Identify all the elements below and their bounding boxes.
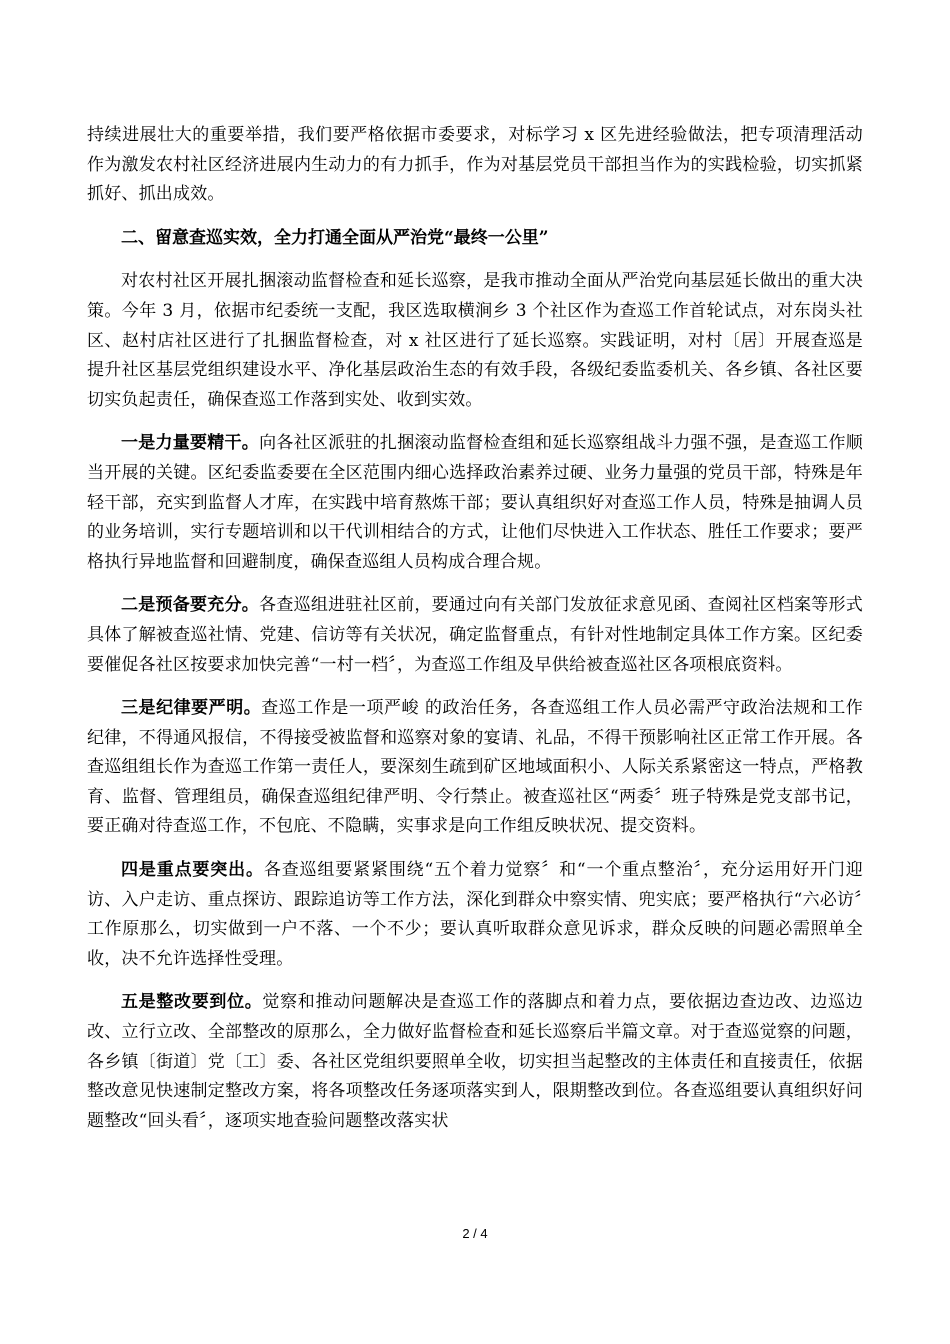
document-body <box>87 121 863 1150</box>
paragraph-text: 持续进展壮大的重要举措，我们要严格依据市委要求，对标学习 x 区先进经验做法，把专项清理活动作为激发农村社区经济进展内生动力的有力抓手，作为对基层党员干部担当作为的实践检验，切实抓紧抓好、抓出成效。 <box>87 125 863 205</box>
paragraph-lead: 五是整改要到位。 <box>121 992 263 1013</box>
paragraph-text: 各查巡组进驻社区前，要通过向有关部门发放征求意见函、查阅社区档案等形式具体了解被查巡社情、党建、信访等有关状况，确定监督重点，有针对性地制定具体工作方案。区纪委要催促各社区按要求加快完善“一村一档〞，为查巡工作组及早供给被查巡社区各项根底资料。 <box>87 595 863 675</box>
paragraph-point-3 <box>87 694 863 842</box>
paragraph-continuation <box>87 121 863 210</box>
paragraph-intro <box>87 267 863 415</box>
paragraph-text: 对农村社区开展扎捆滚动监督检查和延长巡察，是我市推动全面从严治党向基层延长做出的重大决策。今年 3 月，依据市纪委统一支配，我区选取横涧乡 3 个社区作为查巡工作首轮试点，对东岗头社区、赵村店社区进行了扎捆监督检查，对 x 社区进行了延长巡察。实践证明，对村〔居〕开展查巡是提升社区基层党组织建设水平、净化基层政治生态的有效手段，各级纪委监委机关、各乡镇、各社区要切实负起责任，确保查巡工作落到实处、收到实效。 <box>87 271 863 410</box>
section-heading: 二、留意查巡实效，全力打通全面从严治党“最终一公里” <box>121 227 549 248</box>
page-number: 2 / 4 <box>462 1226 488 1241</box>
paragraph-lead: 一是力量要精干。 <box>121 433 260 454</box>
paragraph-point-2 <box>87 591 863 680</box>
paragraph-point-4 <box>87 856 863 974</box>
paragraph-text: 向各社区派驻的扎捆滚动监督检查组和延长巡察组战斗力强不强，是查巡工作顺当开展的关键。区纪委监委要在全区范围内细心选择政治素养过硬、业务力量强的党员干部，特殊是年轻干部，充实到监督人才库，在实践中培育熬炼干部；要认真组织好对查巡工作人员，特殊是抽调人员的业务培训，实行专题培训和以干代训相结合的方式，让他们尽快进入工作状态、胜任工作要求；要严格执行异地监督和回避制度，确保查巡组人员构成合理合规。 <box>87 433 863 572</box>
paragraph-lead: 四是重点要突出。 <box>121 860 264 881</box>
paragraph-point-1 <box>87 429 863 577</box>
paragraph-point-5 <box>87 988 863 1136</box>
paragraph-lead: 三是纪律要严明。 <box>121 698 262 719</box>
paragraph-lead: 二是预备要充分。 <box>121 595 260 616</box>
paragraph-text: 觉察和推动问题解决是查巡工作的落脚点和着力点，要依据边查边改、边巡边改、立行立改、全部整改的原那么，全力做好监督检查和延长巡察后半篇文章。对于查巡觉察的问题，各乡镇〔街道〕党〔工〕委、各社区党组织要照单全收，切实担当起整改的主体责任和直接责任，依据整改意见快速制定整改方案，将各项整改任务逐项落实到人，限期整改到位。各查巡组要认真组织好问题整改“回头看〞，逐项实地查验问题整改落实状 <box>87 992 863 1131</box>
paragraph-text: 查巡工作是一项严峻 的政治任务，各查巡组工作人员必需严守政治法规和工作纪律，不得通风报信，不得接受被监督和巡察对象的宴请、礼品，不得干预影响社区正常工作开展。各查巡组组长作为查巡工作第一责任人，要深刻生疏到矿区地域面积小、人际关系紧密这一特点，严格教育、监督、管理组员，确保查巡组纪律严明、令行禁止。被查巡社区“两委〞班子特殊是党支部书记，要正确对待查巡工作，不包庇、不隐瞒，实事求是向工作组反映状况、提交资料。 <box>87 698 863 837</box>
paragraph-text: 各查巡组要紧紧围绕“五个着力觉察〞和“一个重点整治〞，充分运用好开门迎访、入户走访、重点探访、跟踪追访等工作方法，深化到群众中察实情、兜实底；要严格执行“六必访〞工作原那么，切实做到一户不落、一个不少；要认真听取群众意见诉求，群众反映的问题必需照单全收，决不允许选择性受理。 <box>87 860 863 969</box>
